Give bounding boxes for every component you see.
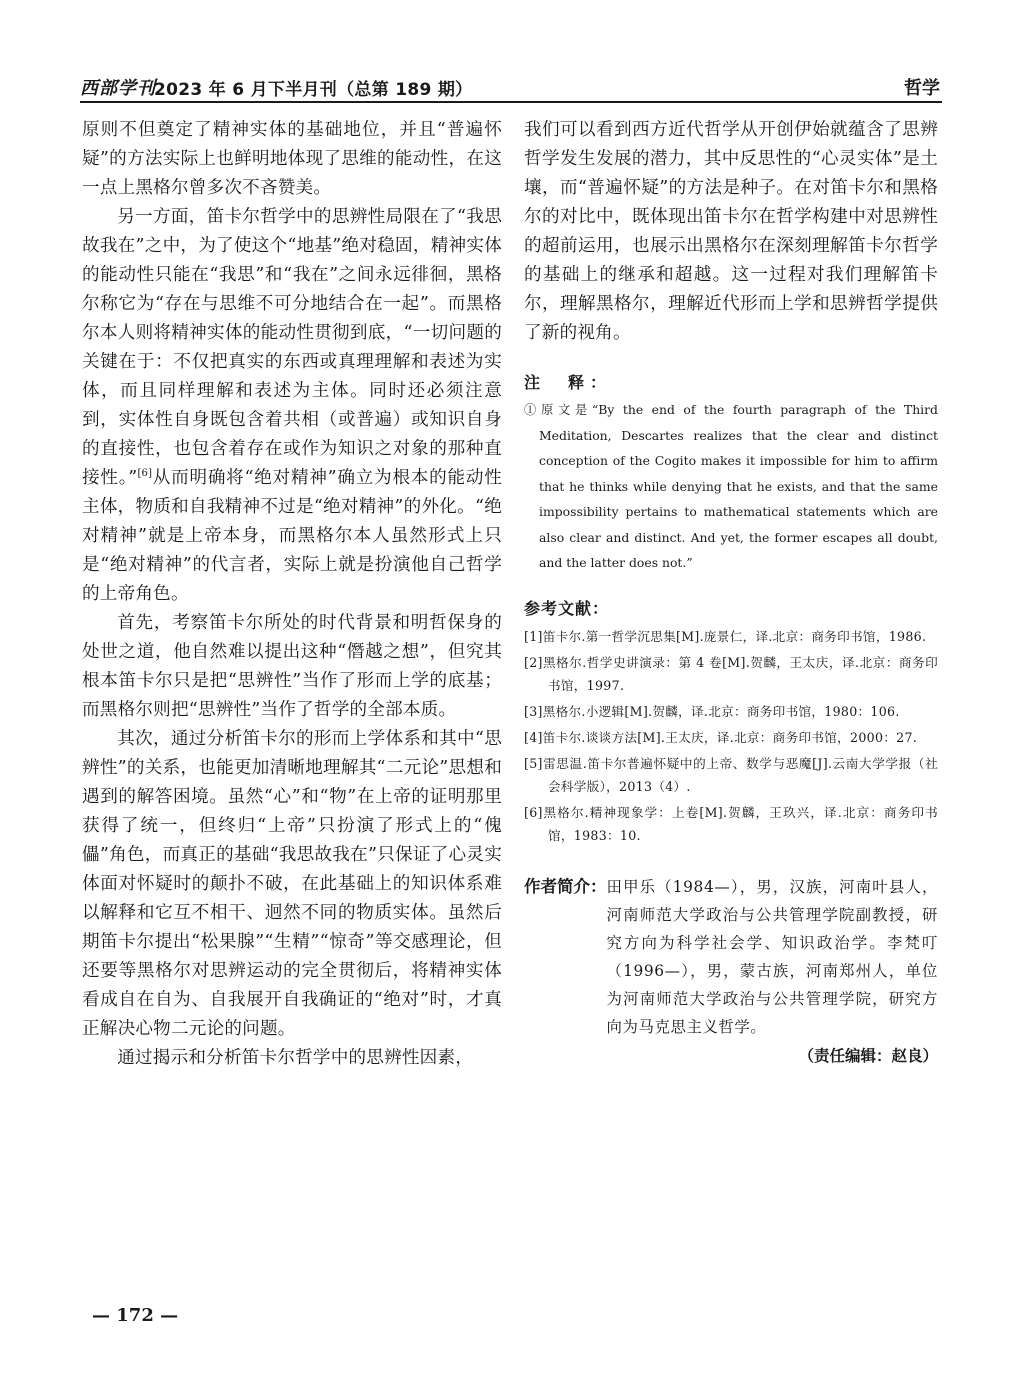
header-rule [80, 101, 942, 103]
paragraph: 我们可以看到西方近代哲学从开创伊始就蕴含了思辨哲学发生发展的潜力，其中反思性的“心灵实体”是土壤，而“普遍怀疑”的方法是种子。在对笛卡尔和黑格尔的对比中，既体现出笛卡尔在哲学构建中对思辨性的超前运用，也展示出黑格尔在深刻理解笛卡尔哲学的基础上的继承和超越。这一过程对我们理解笛卡尔，理解黑格尔，理解近代形而上学和思辨哲学提供了新的视角。 [524, 120, 938, 343]
references-heading: 参考文献： [524, 598, 610, 618]
paragraph-text: 从而明确将“绝对精神”确立为根本的能动性主体，物质和自我精神不过是“绝对精神”的外化。“绝对精神”就是上帝本身，而黑格尔本人虽然形式上只是“绝对精神”的代言者，实际上就是扮演他自己哲学的上帝角色。 [82, 468, 502, 604]
reference-item: [2]黑格尔.哲学史讲演录：第 4 卷[M].贺麟，王太庆，译.北京：商务印书馆，1997. [524, 654, 938, 693]
footnote: ①原文是“By the end of the fourth paragraph of the Third Meditation, Descartes realizes that the clear and distinct conception of the Cogito makes it impossible for him to affirm that he thinks while denying that he exists, and that the same impossibility pertains to mathematical statements which are also clear and distinct. And yet, the former escapes all doubt, and the latter does not.” [524, 402, 938, 570]
author-bio: 田甲乐（1984—），男，汉族，河南叶县人，河南师范大学政治与公共管理学院副教授，研究方向为科学社会学、知识政治学。李梵叮（1996—），男，蒙古族，河南郑州人，单位为河南师范大学政治与公共管理学院，研究方向为马克思主义哲学。 [606, 877, 938, 1036]
citation-marker: [6] [137, 468, 153, 480]
reference-item: [4]笛卡尔.谈谈方法[M].王太庆，译.北京：商务印书馆，2000：27. [524, 729, 918, 745]
right-column [524, 116, 938, 1069]
paragraph: 其次，通过分析笛卡尔的形而上学体系和其中“思辨性”的关系，也能更加清晰地理解其“二元论”思想和遇到的解答困境。虽然“心”和“物”在上帝的证明那里获得了统一，但终归“上帝”只扮演了形式上的“傀儡”角色，而真正的基础“我思故我在”只保证了心灵实体面对怀疑时的颠扑不破，在此基础上的知识体系难以解释和它互不相干、迥然不同的物质实体。虽然后期笛卡尔提出“松果腺”“生精”“惊奇”等交感理论，但还要等黑格尔对思辨运动的完全贯彻后，将精神实体看成自在自为、自我展开自我确证的“绝对”时，才真正解决心物二元论的问题。 [82, 729, 502, 1039]
notes-heading: 注 释： [524, 373, 613, 392]
paragraph: 首先，考察笛卡尔所处的时代背景和明哲保身的处世之道，他自然难以提出这种“僭越之想”，但究其根本笛卡尔只是把“思辨性”当作了形而上学的底基；而黑格尔则把“思辨性”当作了哲学的全部本质。 [82, 613, 502, 720]
page-number: — 172 — [92, 1305, 179, 1326]
reference-item: [1]笛卡尔.第一哲学沉思集[M].庞景仁，译.北京：商务印书馆，1986. [524, 628, 927, 644]
section-name: 哲学 [904, 78, 940, 99]
reference-item: [6]黑格尔.精神现象学：上卷[M].贺麟，王玖兴，译.北京：商务印书馆，1983：10. [524, 804, 938, 843]
responsible-editor: （责任编辑：赵良） [798, 1046, 938, 1065]
paragraph: 通过揭示和分析笛卡尔哲学中的思辨性因素， [117, 1048, 474, 1068]
reference-item: [3]黑格尔.小逻辑[M].贺麟，译.北京：商务印书馆，1980：106. [524, 703, 900, 719]
left-column [82, 116, 502, 1073]
paragraph-text: 另一方面，笛卡尔哲学中的思辨性局限在了“我思故我在”之中，为了使这个“地基”绝对稳固，精神实体的能动性只能在“我思”和“我在”之间永远徘徊，黑格尔称它为“存在与思维不可分地结合在一起”。而黑格尔本人则将精神实体的能动性贯彻到底，“一切问题的关键在于：不仅把真实的东西或真理理解和表述为实体，而且同样理解和表述为主体。同时还必须注意到，实体性自身既包含着共相（或普遍）或知识自身的直接性，也包含着存在或作为知识之对象的那种直接性。” [82, 207, 502, 488]
issue-info: 2023 年 6 月下半月刊（总第 189 期） [154, 80, 473, 100]
journal-logo: 西部学刊 [80, 78, 156, 99]
paragraph: 原则不但奠定了精神实体的基础地位，并且“普遍怀疑”的方法实际上也鲜明地体现了思维的能动性，在这一点上黑格尔曾多次不吝赞美。 [82, 120, 502, 198]
author-info [524, 873, 938, 1041]
reference-list [524, 625, 938, 847]
reference-item: [5]雷思温.笛卡尔普遍怀疑中的上帝、数学与恶魔[J].云南大学学报（社会科学版），2013（4）. [524, 755, 938, 794]
paragraph [82, 203, 502, 609]
author-label: 作者简介： [524, 876, 607, 896]
running-header [80, 72, 940, 102]
